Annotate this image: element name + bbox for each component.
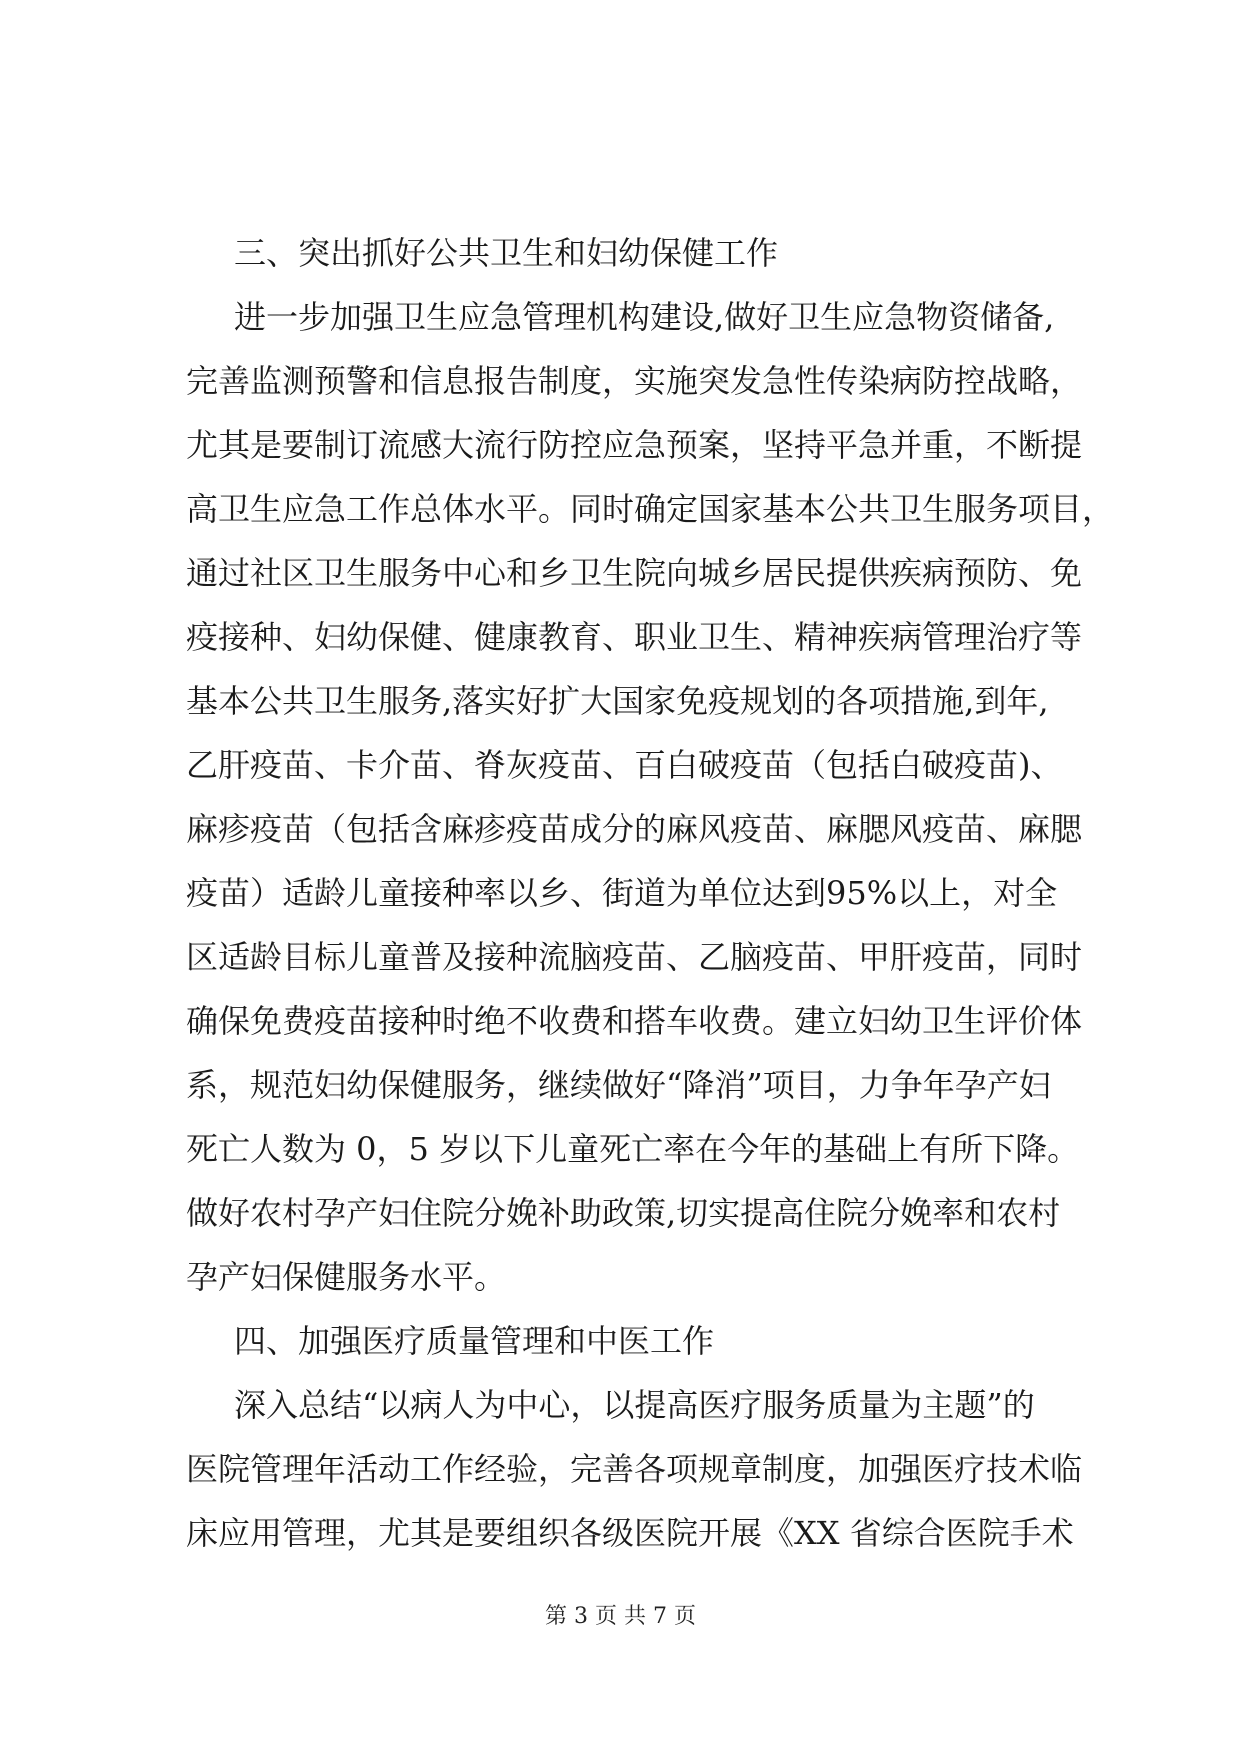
paragraph-line: 系，规范妇幼保健服务，继续做好“降消”项目，力争年孕产妇 <box>186 1066 1051 1104</box>
page-footer: 第 3 页 共 7 页 <box>545 1604 696 1629</box>
paragraph-line: 疫接种、妇幼保健、健康教育、职业卫生、精神疾病管理治疗等 <box>186 618 1083 656</box>
paragraph-line: 进一步加强卫生应急管理机构建设,做好卫生应急物资储备, <box>234 298 1055 336</box>
paragraph-line: 麻疹疫苗（包括含麻疹疫苗成分的麻风疫苗、麻腮风疫苗、麻腮 <box>186 810 1083 848</box>
paragraph-line: 死亡人数为 0，5 岁以下儿童死亡率在今年的基础上有所下降。 <box>186 1130 1080 1168</box>
paragraph-line: 医院管理年活动工作经验，完善各项规章制度，加强医疗技术临 <box>186 1450 1083 1488</box>
paragraph-line: 完善监测预警和信息报告制度，实施突发急性传染病防控战略， <box>186 362 1083 400</box>
paragraph-line: 深入总结“以病人为中心，以提高医疗服务质量为主题”的 <box>234 1386 1035 1424</box>
paragraph-line: 确保免费疫苗接种时绝不收费和搭车收费。建立妇幼卫生评价体 <box>186 1002 1083 1040</box>
paragraph-line: 尤其是要制订流感大流行防控应急预案，坚持平急并重，不断提 <box>186 426 1083 464</box>
section-heading-4: 四、加强医疗质量管理和中医工作 <box>234 1322 715 1360</box>
paragraph-line: 通过社区卫生服务中心和乡卫生院向城乡居民提供疾病预防、免 <box>186 554 1083 592</box>
paragraph-line: 疫苗）适龄儿童接种率以乡、街道为单位达到95%以上，对全 <box>186 874 1058 912</box>
paragraph-line: 乙肝疫苗、卡介苗、脊灰疫苗、百白破疫苗（包括白破疫苗)、 <box>186 746 1063 784</box>
section-heading-3: 三、突出抓好公共卫生和妇幼保健工作 <box>234 234 779 272</box>
paragraph-line: 做好农村孕产妇住院分娩补助政策,切实提高住院分娩率和农村 <box>186 1194 1061 1232</box>
paragraph-line: 区适龄目标儿童普及接种流脑疫苗、乙脑疫苗、甲肝疫苗，同时 <box>186 938 1083 976</box>
paragraph-line: 孕产妇保健服务水平。 <box>186 1258 507 1296</box>
paragraph-line: 高卫生应急工作总体水平。同时确定国家基本公共卫生服务项目， <box>186 490 1115 528</box>
paragraph-line: 基本公共卫生服务,落实好扩大国家免疫规划的各项措施,到年, <box>186 682 1049 720</box>
paragraph-line: 床应用管理，尤其是要组织各级医院开展《XX 省综合医院手术 <box>186 1514 1074 1552</box>
